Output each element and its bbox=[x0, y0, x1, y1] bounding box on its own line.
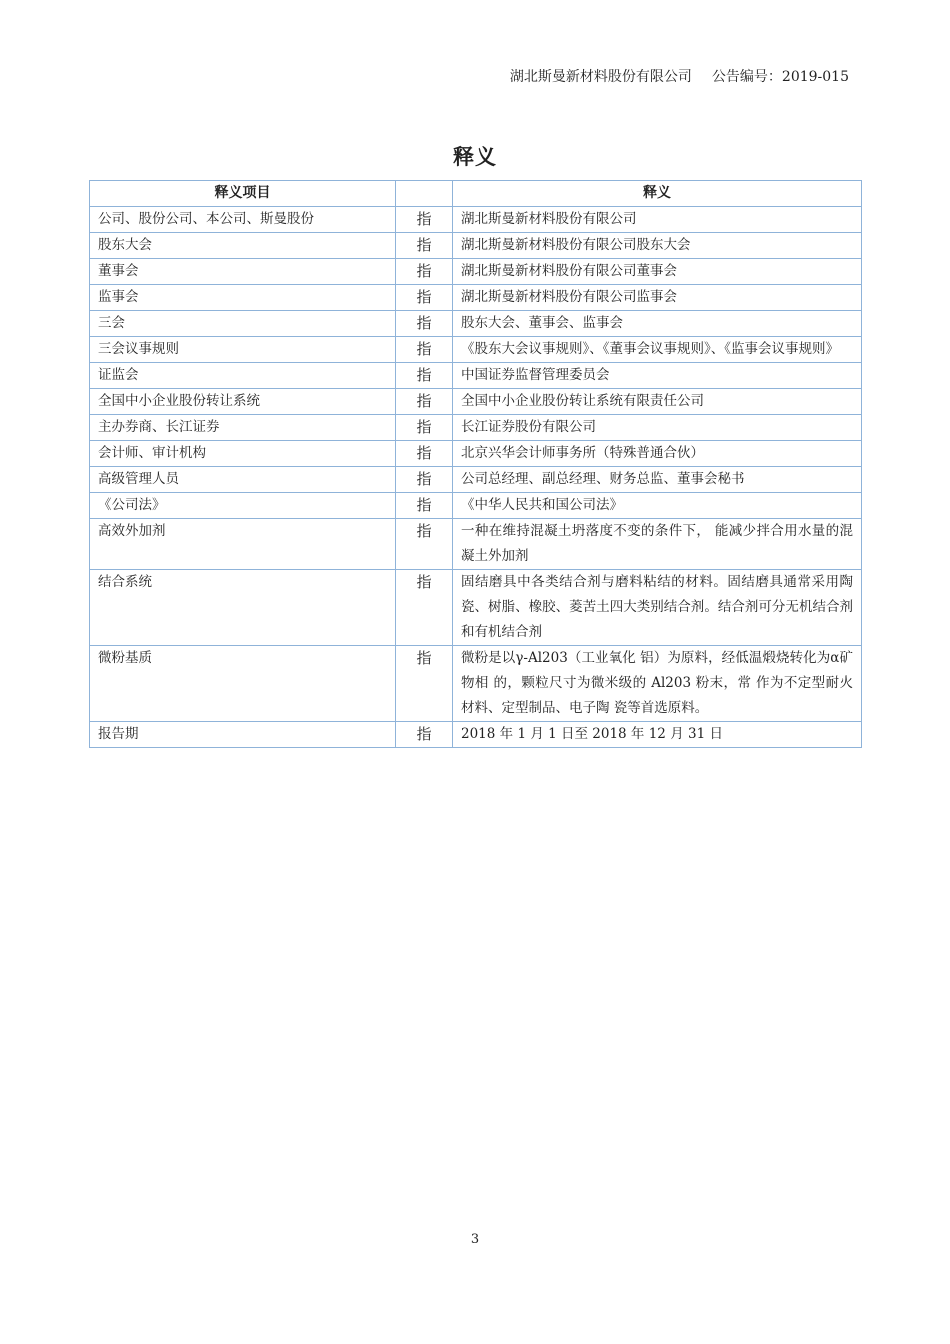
table-row bbox=[90, 207, 862, 233]
definition-cell: 全国中小企业股份转让系统有限责任公司 bbox=[453, 389, 862, 415]
mark-cell: 指 bbox=[396, 233, 453, 259]
mark-cell: 指 bbox=[396, 415, 453, 441]
term-cell: 报告期 bbox=[90, 722, 396, 748]
mark-cell: 指 bbox=[396, 285, 453, 311]
definition-cell: 《中华人民共和国公司法》 bbox=[453, 493, 862, 519]
table-row bbox=[90, 285, 862, 311]
term-cell: 主办券商、长江证券 bbox=[90, 415, 396, 441]
mark-cell: 指 bbox=[396, 337, 453, 363]
table-row bbox=[90, 259, 862, 285]
mark-cell: 指 bbox=[396, 363, 453, 389]
definition-cell: 固结磨具中各类结合剂与磨料粘结的材料。固结磨具通常采用陶瓷、树脂、橡胶、菱苦土四大类别结合剂。结合剂可分无机结合剂和有机结合剂 bbox=[453, 570, 862, 646]
header-definition: 释义 bbox=[453, 181, 862, 207]
term-cell: 监事会 bbox=[90, 285, 396, 311]
table-row bbox=[90, 337, 862, 363]
definition-cell: 湖北斯曼新材料股份有限公司董事会 bbox=[453, 259, 862, 285]
definition-cell: 湖北斯曼新材料股份有限公司股东大会 bbox=[453, 233, 862, 259]
page-header bbox=[510, 66, 849, 86]
header-notice-number: 公告编号：2019-015 bbox=[711, 69, 849, 85]
mark-cell: 指 bbox=[396, 207, 453, 233]
definition-cell: 北京兴华会计师事务所（特殊普通合伙） bbox=[453, 441, 862, 467]
term-cell: 微粉基质 bbox=[90, 646, 396, 722]
term-cell: 高效外加剂 bbox=[90, 519, 396, 570]
table-row bbox=[90, 646, 862, 722]
term-cell: 董事会 bbox=[90, 259, 396, 285]
term-cell: 结合系统 bbox=[90, 570, 396, 646]
mark-cell: 指 bbox=[396, 467, 453, 493]
definition-cell: 长江证券股份有限公司 bbox=[453, 415, 862, 441]
mark-cell: 指 bbox=[396, 519, 453, 570]
table-row bbox=[90, 519, 862, 570]
table-row bbox=[90, 363, 862, 389]
table-row bbox=[90, 233, 862, 259]
mark-cell: 指 bbox=[396, 646, 453, 722]
term-cell: 会计师、审计机构 bbox=[90, 441, 396, 467]
mark-cell: 指 bbox=[396, 441, 453, 467]
term-cell: 高级管理人员 bbox=[90, 467, 396, 493]
definition-cell: 湖北斯曼新材料股份有限公司监事会 bbox=[453, 285, 862, 311]
term-cell: 三会 bbox=[90, 311, 396, 337]
term-cell: 公司、股份公司、本公司、斯曼股份 bbox=[90, 207, 396, 233]
table-row bbox=[90, 722, 862, 748]
mark-cell: 指 bbox=[396, 570, 453, 646]
definition-cell: 一种在维持混凝土坍落度不变的条件下， 能减少拌合用水量的混凝土外加剂 bbox=[453, 519, 862, 570]
mark-cell: 指 bbox=[396, 493, 453, 519]
mark-cell: 指 bbox=[396, 722, 453, 748]
definition-cell: 中国证券监督管理委员会 bbox=[453, 363, 862, 389]
page-number: 3 bbox=[470, 1232, 480, 1247]
table-row bbox=[90, 493, 862, 519]
definition-cell: 2018 年 1 月 1 日至 2018 年 12 月 31 日 bbox=[453, 722, 862, 748]
term-cell: 《公司法》 bbox=[90, 493, 396, 519]
header-term: 释义项目 bbox=[90, 181, 396, 207]
table-row bbox=[90, 467, 862, 493]
definition-cell: 公司总经理、副总经理、财务总监、董事会秘书 bbox=[453, 467, 862, 493]
table-row bbox=[90, 389, 862, 415]
definitions-table bbox=[89, 180, 862, 748]
mark-cell: 指 bbox=[396, 389, 453, 415]
table-header-row bbox=[90, 181, 862, 207]
definition-cell: 微粉是以γ-Al203（工业氧化 铝）为原料，经低温煅烧转化为α矿物相 的，颗粒尺寸为微米级的 Al203 粉末，常 作为不定型耐火材料、定型制品、电子陶 瓷等首选原料。 bbox=[453, 646, 862, 722]
mark-cell: 指 bbox=[396, 259, 453, 285]
table-row bbox=[90, 441, 862, 467]
term-cell: 全国中小企业股份转让系统 bbox=[90, 389, 396, 415]
page-title: 释义 bbox=[453, 145, 497, 169]
header-company: 湖北斯曼新材料股份有限公司 bbox=[509, 69, 692, 85]
term-cell: 证监会 bbox=[90, 363, 396, 389]
definition-cell: 股东大会、董事会、监事会 bbox=[453, 311, 862, 337]
term-cell: 三会议事规则 bbox=[90, 337, 396, 363]
table-row bbox=[90, 570, 862, 646]
table-row bbox=[90, 311, 862, 337]
table-row bbox=[90, 415, 862, 441]
term-cell: 股东大会 bbox=[90, 233, 396, 259]
header-mark bbox=[396, 181, 453, 207]
definition-cell: 《股东大会议事规则》、《董事会议事规则》、《监事会议事规则》 bbox=[453, 337, 862, 363]
mark-cell: 指 bbox=[396, 311, 453, 337]
definition-cell: 湖北斯曼新材料股份有限公司 bbox=[453, 207, 862, 233]
